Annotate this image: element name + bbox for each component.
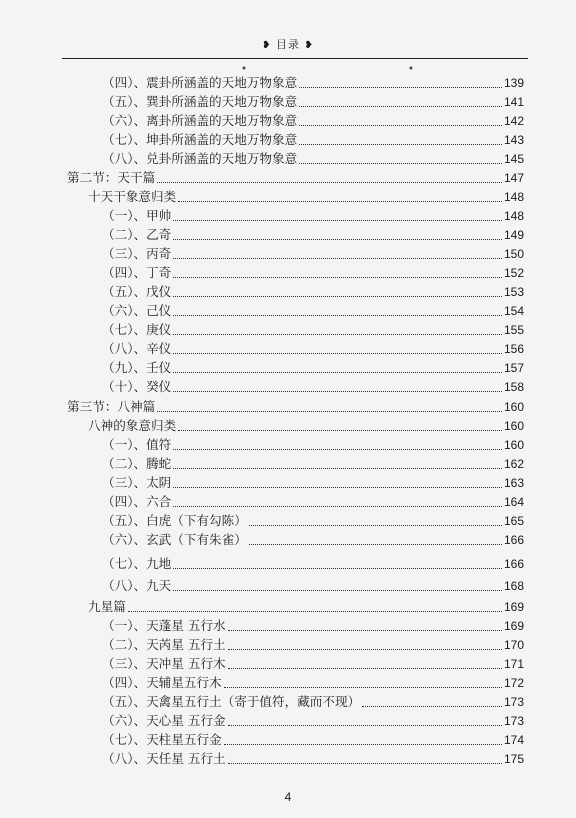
toc-entry-label: （二）、乙奇 bbox=[102, 227, 172, 242]
dot-leader bbox=[299, 106, 502, 107]
toc-entry-page: 172 bbox=[503, 676, 524, 690]
toc-subentry bbox=[102, 321, 524, 339]
toc-entry-label: （三）、太阴 bbox=[102, 475, 172, 490]
page-number: 4 bbox=[284, 790, 292, 804]
toc-entry-label: （三）、天冲星 五行木 bbox=[102, 656, 226, 671]
toc-subentry bbox=[102, 455, 524, 473]
toc-entry-page: 149 bbox=[503, 228, 524, 242]
dot-leader bbox=[173, 258, 502, 259]
toc-subentry bbox=[102, 636, 524, 654]
toc-entry-page: 168 bbox=[503, 579, 524, 593]
toc-entry-page: 152 bbox=[503, 266, 524, 280]
toc-entry-label: （二）、腾蛇 bbox=[102, 456, 172, 471]
dot-leader bbox=[228, 649, 502, 650]
dot-leader bbox=[128, 611, 502, 612]
toc-subentry bbox=[102, 555, 524, 573]
toc-entry-label: （五）、天禽星五行土（寄于值符，藏而不现） bbox=[102, 694, 361, 709]
toc-entry-label: （六）、玄武（下有朱雀） bbox=[102, 532, 247, 547]
toc-entry-label: （四）、震卦所涵盖的天地万物象意 bbox=[102, 75, 298, 90]
toc-entry-label: （四）、丁奇 bbox=[102, 265, 172, 280]
dot-leader bbox=[173, 239, 502, 240]
toc-heading bbox=[88, 417, 524, 435]
toc-entry-page: 170 bbox=[503, 638, 524, 652]
toc-entry-label: （七）、天柱星五行金 bbox=[102, 732, 222, 747]
toc-entry-label: （一）、值符 bbox=[102, 437, 172, 452]
dot-leader bbox=[173, 487, 502, 488]
toc-entry-page: 147 bbox=[503, 171, 524, 185]
toc-entry-label: （六）、天心星 五行金 bbox=[102, 713, 226, 728]
toc-subentry bbox=[102, 436, 524, 454]
toc-entry-label: （八）、天任星 五行土 bbox=[102, 751, 226, 766]
dot-leader bbox=[228, 630, 502, 631]
toc-entry-page: 155 bbox=[503, 323, 524, 337]
header-ornament-left-icon: ❥ bbox=[262, 40, 272, 51]
dot-leader bbox=[228, 763, 502, 764]
toc-subentry bbox=[102, 617, 524, 635]
toc-subentry bbox=[102, 302, 524, 320]
toc-section bbox=[67, 169, 524, 187]
toc-entry-label: （六）、己仪 bbox=[102, 303, 172, 318]
dot-leader bbox=[228, 668, 502, 669]
toc-subentry bbox=[102, 750, 524, 768]
dot-leader bbox=[249, 544, 502, 545]
toc-subentry bbox=[102, 531, 524, 549]
toc-entry-page: 175 bbox=[503, 752, 524, 766]
toc-entry-page: 148 bbox=[503, 209, 524, 223]
toc-subentry bbox=[102, 731, 524, 749]
dot-leader bbox=[173, 315, 502, 316]
toc-entry-page: 169 bbox=[503, 619, 524, 633]
toc-subentry bbox=[102, 674, 524, 692]
toc-entry-label: （八）、九天 bbox=[102, 578, 172, 593]
toc-entry-page: 174 bbox=[503, 733, 524, 747]
toc-entry-label: （八）、兑卦所涵盖的天地万物象意 bbox=[102, 151, 298, 166]
toc-entry-label: 十天干象意归类 bbox=[88, 189, 177, 204]
toc-entry-label: （五）、白虎（下有勾陈） bbox=[102, 513, 247, 528]
toc-entry-page: 165 bbox=[503, 514, 524, 528]
toc-entry-label: （一）、甲帅 bbox=[102, 208, 172, 223]
toc-entry-page: 160 bbox=[503, 419, 524, 433]
toc-section bbox=[67, 398, 524, 416]
toc-entry-label: （七）、庚仪 bbox=[102, 322, 172, 337]
toc-entry-label: （五）、巽卦所涵盖的天地万物象意 bbox=[102, 94, 298, 109]
dot-leader bbox=[173, 568, 502, 569]
toc-subentry bbox=[102, 150, 524, 168]
toc-subentry bbox=[102, 378, 524, 396]
toc-subentry bbox=[102, 245, 524, 263]
toc-subentry bbox=[102, 93, 524, 111]
toc-entry-label: （六）、离卦所涵盖的天地万物象意 bbox=[102, 113, 298, 128]
dot-leader bbox=[362, 706, 502, 707]
toc-subentry bbox=[102, 712, 524, 730]
dot-leader bbox=[224, 744, 502, 745]
toc-entry-label: （九）、壬仪 bbox=[102, 360, 172, 375]
dot-leader bbox=[173, 391, 502, 392]
toc-subentry bbox=[102, 74, 524, 92]
toc-subentry bbox=[102, 264, 524, 282]
toc-subentry bbox=[102, 131, 524, 149]
dot-leader bbox=[178, 201, 502, 202]
toc-entry-label: 第三节：八神篇 bbox=[67, 399, 156, 414]
toc-entry-page: 139 bbox=[503, 76, 524, 90]
dot-leader bbox=[173, 277, 502, 278]
toc-subentry bbox=[102, 512, 524, 530]
toc-entry-page: 150 bbox=[503, 247, 524, 261]
toc-entry-page: 173 bbox=[503, 714, 524, 728]
toc-entry-page: 154 bbox=[503, 304, 524, 318]
dot-leader bbox=[173, 353, 502, 354]
toc-entry-label: （一）、天蓬星 五行水 bbox=[102, 618, 226, 633]
toc-entry-page: 143 bbox=[503, 133, 524, 147]
toc-entry-page: 141 bbox=[503, 95, 524, 109]
toc-entry-page: 173 bbox=[503, 695, 524, 709]
toc-entry-page: 156 bbox=[503, 342, 524, 356]
toc-subentry bbox=[102, 283, 524, 301]
toc-entry-label: （七）、九地 bbox=[102, 556, 172, 571]
toc-entry-page: 164 bbox=[503, 495, 524, 509]
dot-leader bbox=[178, 430, 502, 431]
dot-leader bbox=[228, 725, 502, 726]
toc-subentry bbox=[102, 340, 524, 358]
dot-leader bbox=[173, 220, 502, 221]
toc-subentry bbox=[102, 655, 524, 673]
toc-entry-page: 142 bbox=[503, 114, 524, 128]
toc-subentry bbox=[102, 359, 524, 377]
toc-entry-label: （十）、癸仪 bbox=[102, 379, 172, 394]
dot-leader bbox=[299, 163, 502, 164]
dot-leader bbox=[249, 525, 502, 526]
toc-entry-page: 169 bbox=[503, 600, 524, 614]
toc-entry-label: 八神的象意归类 bbox=[88, 418, 177, 433]
toc-subentry bbox=[102, 693, 524, 711]
toc-entry-page: 163 bbox=[503, 476, 524, 490]
dot-leader bbox=[173, 372, 502, 373]
toc-heading bbox=[88, 598, 524, 616]
dot-leader bbox=[173, 468, 502, 469]
toc-subentry bbox=[102, 493, 524, 511]
header-ornament-right-icon: ❥ bbox=[304, 40, 314, 51]
dot-leader bbox=[299, 125, 502, 126]
toc-entry-label: （四）、六合 bbox=[102, 494, 172, 509]
toc-entry-page: 166 bbox=[503, 557, 524, 571]
toc-subentry bbox=[102, 207, 524, 225]
dot-leader bbox=[173, 296, 502, 297]
toc-entry-page: 148 bbox=[503, 190, 524, 204]
page-header bbox=[0, 36, 576, 52]
toc-entry-page: 160 bbox=[503, 400, 524, 414]
toc-entry-page: 145 bbox=[503, 152, 524, 166]
toc-entry-page: 157 bbox=[503, 361, 524, 375]
toc-entry-label: 第二节：天干篇 bbox=[67, 170, 156, 185]
dot-leader bbox=[299, 144, 502, 145]
toc-entry-page: 158 bbox=[503, 380, 524, 394]
toc-entry-label: （四）、天辅星五行木 bbox=[102, 675, 222, 690]
toc-entry-page: 171 bbox=[503, 657, 524, 671]
dot-leader bbox=[224, 687, 502, 688]
dot-leader bbox=[173, 334, 502, 335]
toc-entry-label: （八）、辛仪 bbox=[102, 341, 172, 356]
toc-entry-label: （七）、坤卦所涵盖的天地万物象意 bbox=[102, 132, 298, 147]
dot-leader bbox=[299, 87, 502, 88]
dot-leader bbox=[157, 411, 502, 412]
dot-leader bbox=[173, 506, 502, 507]
toc-subentry bbox=[102, 112, 524, 130]
toc-entry-label: 九星篇 bbox=[88, 599, 126, 614]
top-dot-right: • bbox=[408, 64, 414, 75]
toc-subentry bbox=[102, 226, 524, 244]
top-dot-left: • bbox=[241, 64, 247, 75]
toc-subentry bbox=[102, 577, 524, 595]
toc-heading bbox=[88, 188, 524, 206]
toc-entry-page: 166 bbox=[503, 533, 524, 547]
toc-entry-label: （二）、天芮星 五行土 bbox=[102, 637, 226, 652]
toc-entry-page: 162 bbox=[503, 457, 524, 471]
toc-entry-label: （三）、丙奇 bbox=[102, 246, 172, 261]
toc-entry-page: 160 bbox=[503, 438, 524, 452]
header-rule bbox=[62, 58, 528, 59]
toc-subentry bbox=[102, 474, 524, 492]
header-title: 目录 bbox=[276, 38, 300, 51]
toc-entry-page: 153 bbox=[503, 285, 524, 299]
dot-leader bbox=[157, 182, 502, 183]
dot-leader bbox=[173, 449, 502, 450]
dot-leader bbox=[173, 590, 502, 591]
toc-entry-label: （五）、戊仪 bbox=[102, 284, 172, 299]
